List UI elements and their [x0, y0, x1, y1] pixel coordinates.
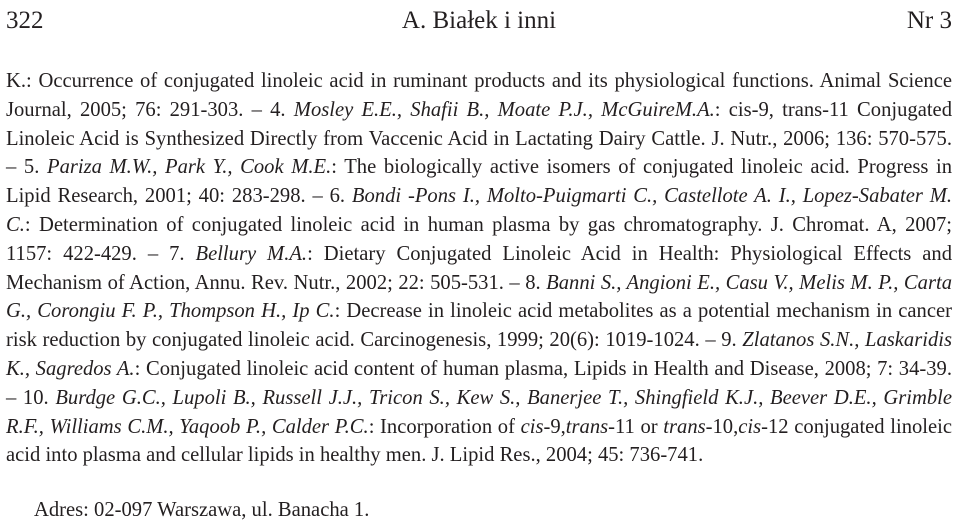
- running-head: A. Białek i inni: [401, 7, 557, 34]
- reference-text: : Decrease in linoleic acid metabolites as a potential mechanism in cancer risk reduction by conjugated linoleic acid. Carcinogenesis, 1999; 20(6): 1019-1024. – 9.: [6, 300, 952, 352]
- reference-authors: Zlatanos S.N., Laskaridis K., Sagredos A.: [6, 329, 952, 380]
- reference-text: -10,: [705, 415, 739, 438]
- reference-authors: Mosley E.E., Shafii B., Moate P.J., McGuireM.A.: [293, 98, 715, 121]
- reference-text: : The biologically active isomers of conjugated linoleic acid. Progress in Lipid Research, 2001; 40: 283-298. – 6.: [6, 156, 952, 208]
- reference-list: [6, 67, 952, 470]
- reference-authors: trans: [565, 415, 609, 438]
- issue-number: Nr 3: [906, 7, 952, 34]
- reference-authors: Bondi -Pons I., Molto-Puigmarti C., Castellote A. I., Lopez-Sabater M. C.: [6, 185, 952, 236]
- reference-authors: Burdge G.C., Lupoli B., Russell J.J., Tricon S., Kew S., Banerjee T., Shingfield K.J., Beever D.E., Grimble R.F., Williams C.M., Yaqoob P., Calder P.C.: [6, 386, 952, 438]
- reference-text: : Incorporation of: [368, 415, 521, 438]
- page-number: 322: [6, 7, 44, 34]
- reference-authors: trans: [663, 415, 706, 438]
- reference-authors: Pariza M.W., Park Y., Cook M.E.: [46, 156, 332, 179]
- reference-text: : cis-9, trans-11 Conjugated Linoleic Acid is Synthesized Directly from Vaccenic Acid in Lactating Dairy Cattle. J. Nutr., 2006; 136: 570-575. – 5.: [6, 98, 952, 179]
- reference-text: -11 or: [608, 415, 664, 438]
- reference-text: : Determination of conjugated linoleic acid in human plasma by gas chromatography. J. Chromat. A, 2007; 1157: 422-429. – 7.: [6, 213, 952, 265]
- reference-authors: Bellury M.A.: [195, 242, 308, 265]
- reference-authors: Banni S., Angioni E., Casu V., Melis M. P., Carta G., Corongiu F. P., Thompson H., Ip C.: [6, 271, 952, 323]
- reference-authors: cis: [520, 415, 544, 438]
- reference-authors: cis: [738, 415, 762, 438]
- reference-text: -9,: [543, 415, 566, 438]
- author-address: Adres: 02-097 Warszawa, ul. Banacha 1.: [34, 499, 370, 521]
- reference-text: K.: Occurrence of conjugated linoleic acid in ruminant products and its physiological functions. Animal Science Journal, 2005; 76: 291-303. – 4.: [6, 70, 952, 121]
- reference-text: -12 conjugated linoleic acid into plasma and cellular lipids in healthy men. J. Lipid Res., 2004; 45: 736-741.: [6, 415, 953, 467]
- page-header: [6, 4, 952, 38]
- reference-text: : Conjugated linoleic acid content of human plasma, Lipids in Health and Disease, 2008; 7: 34-39. – 10.: [6, 357, 953, 409]
- reference-text: : Dietary Conjugated Linoleic Acid in Health: Physiological Effects and Mechanism of Action, Annu. Rev. Nutr., 2002; 22: 505-531. – 8.: [6, 242, 952, 294]
